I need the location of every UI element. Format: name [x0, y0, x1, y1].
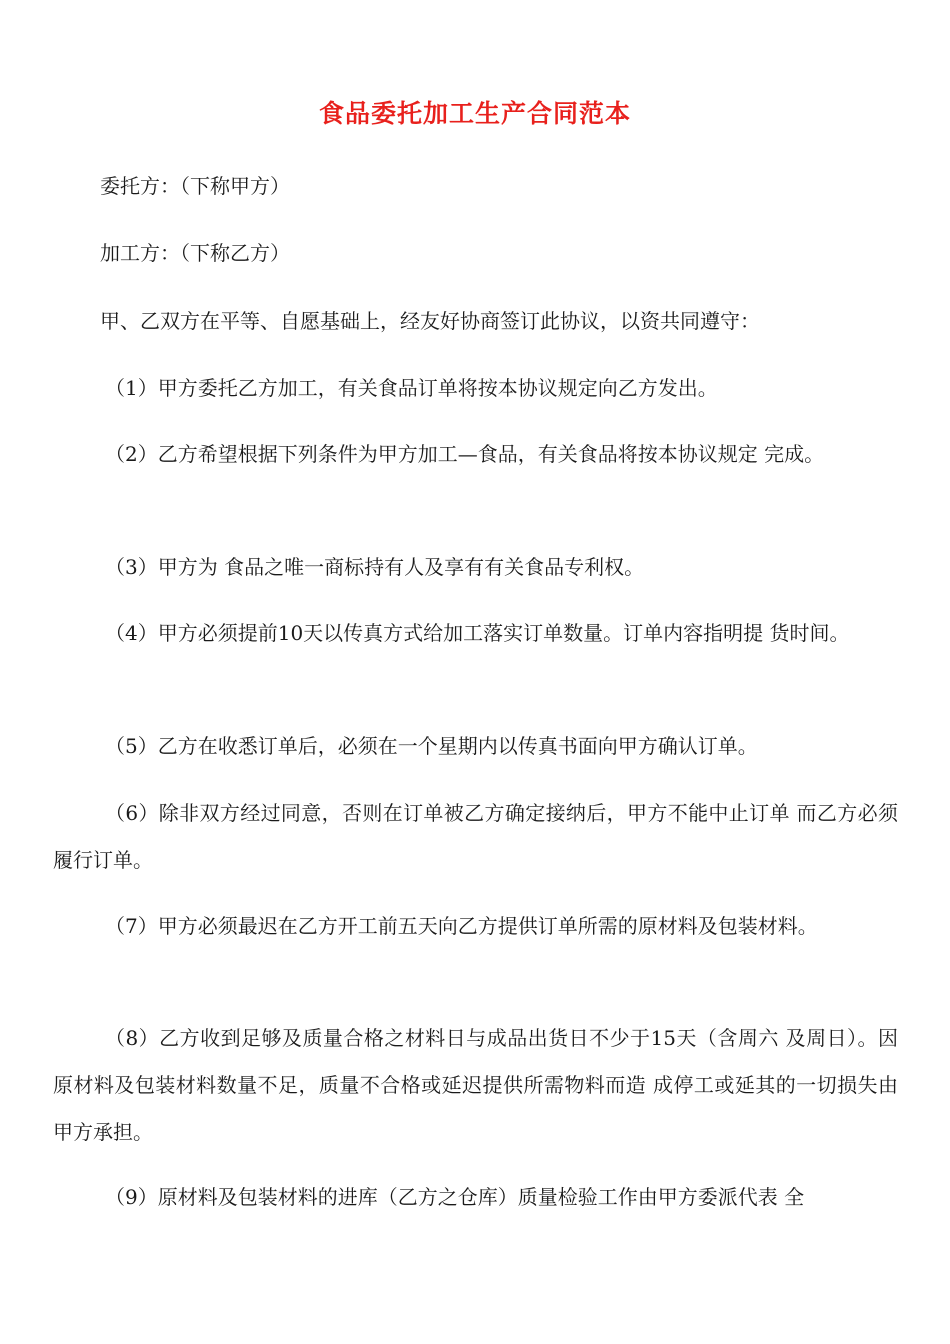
clause-1: （1）甲方委托乙方加工，有关食品订单将按本协议规定向乙方发出。: [105, 376, 718, 400]
processing-party-line: 加工方：（下称乙方）: [100, 241, 290, 265]
clause-2: （2）乙方希望根据下列条件为甲方加工—食品，有关食品将按本协议规定 完成。: [105, 442, 825, 466]
preamble-paragraph: 甲、乙双方在平等、自愿基础上，经友好协商签订此协议，以资共同遵守：: [100, 309, 760, 333]
clause-9: （9）原材料及包装材料的进库（乙方之仓库）质量检验工作由甲方委派代表 全: [105, 1185, 805, 1209]
clause-3: （3）甲方为 食品之唯一商标持有人及享有有关食品专利权。: [105, 555, 645, 579]
clause-6: （6）除非双方经过同意，否则在订单被乙方确定接纳后，甲方不能中止订单 而乙方必须履行订单。: [53, 801, 898, 872]
document-title: 食品委托加工生产合同范本: [318, 99, 631, 128]
clause-7: （7）甲方必须最迟在乙方开工前五天向乙方提供订单所需的原材料及包装材料。: [105, 914, 818, 938]
entrusting-party-line: 委托方：（下称甲方）: [100, 174, 290, 198]
clause-4: （4）甲方必须提前10天以传真方式给加工落实订单数量。订单内容指明提 货时间。: [105, 621, 850, 645]
clause-8: （8）乙方收到足够及质量合格之材料日与成品出货日不少于15天（含周六 及周日）。因原材料及包装材料数量不足，质量不合格或延迟提供所需物料而造 成停工或延其的一切损失由甲方承担。: [53, 1026, 898, 1144]
clause-5: （5）乙方在收悉订单后，必须在一个星期内以传真书面向甲方确认订单。: [105, 734, 758, 758]
